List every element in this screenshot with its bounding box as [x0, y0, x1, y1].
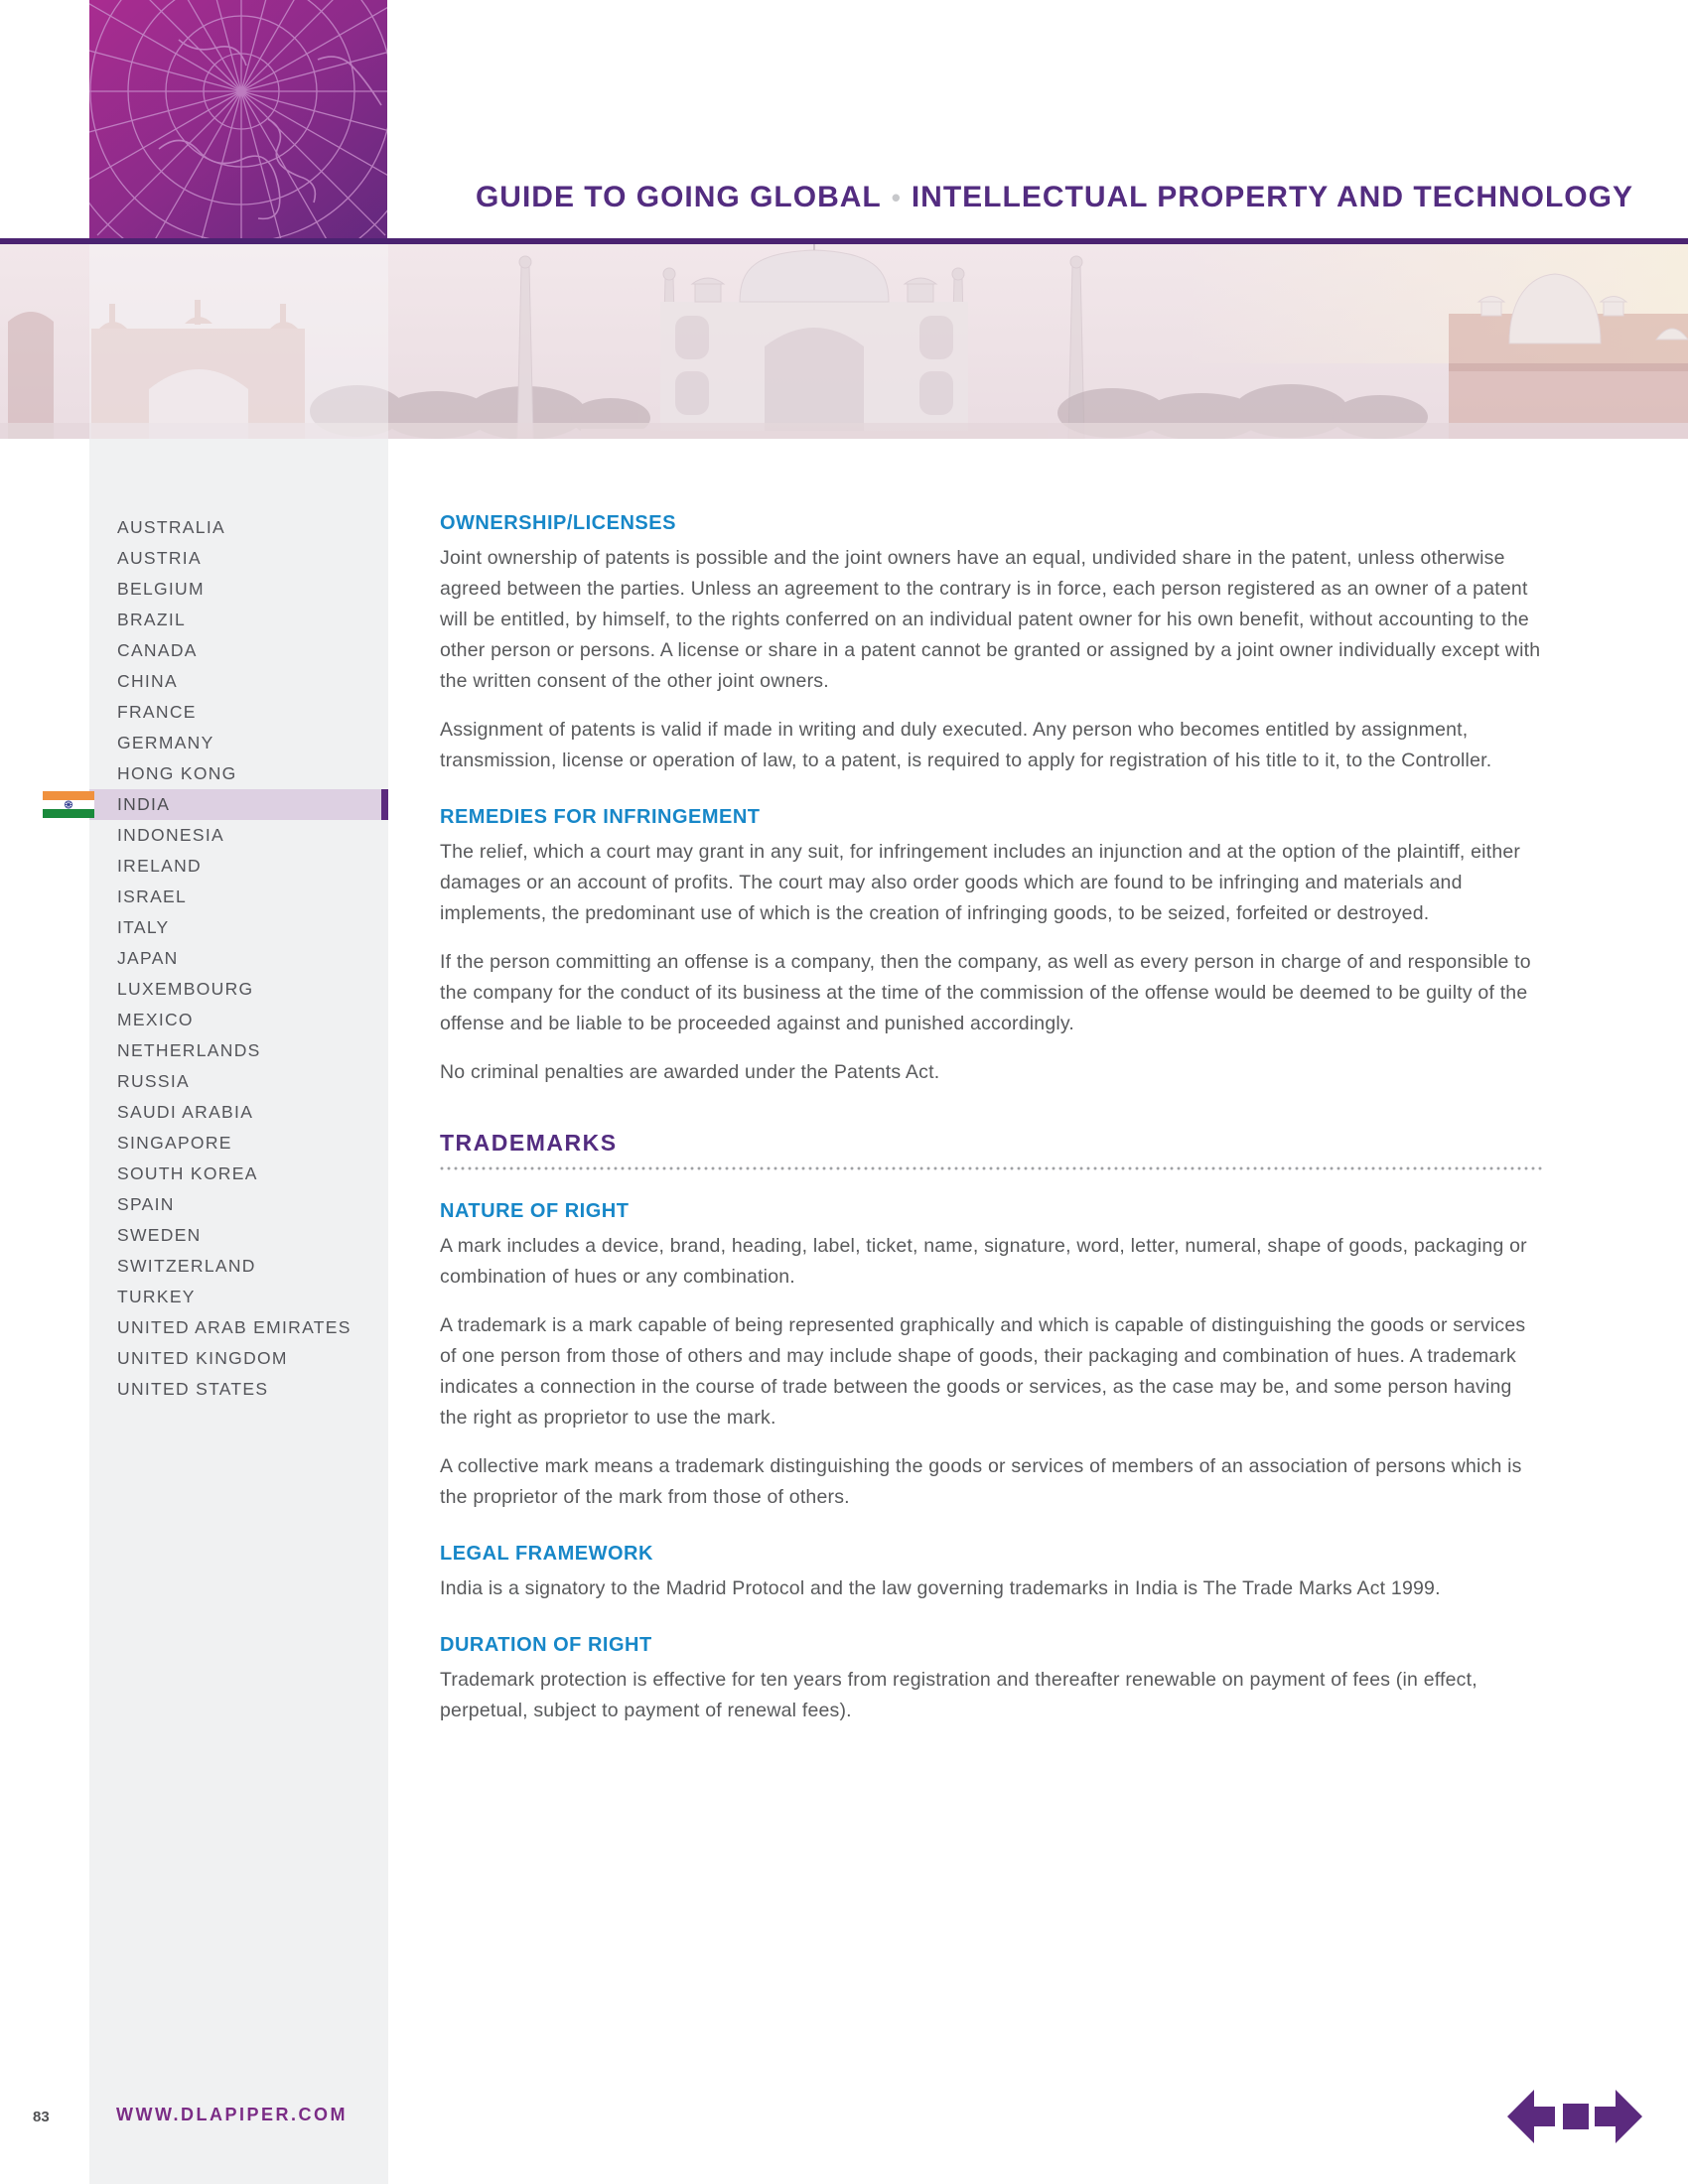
sidebar-item-russia[interactable]: RUSSIA	[117, 1071, 190, 1091]
sidebar-item-italy[interactable]: ITALY	[117, 917, 170, 937]
sidebar-item-switzerland[interactable]: SWITZERLAND	[117, 1256, 256, 1276]
sidebar-item-united-kingdom[interactable]: UNITED KINGDOM	[117, 1348, 288, 1368]
sidebar-item-saudi-arabia[interactable]: SAUDI ARABIA	[117, 1102, 254, 1122]
sidebar-item-label: INDIA	[117, 794, 171, 814]
sidebar-item-brazil[interactable]: BRAZIL	[117, 610, 187, 629]
website-link[interactable]: WWW.DLAPIPER.COM	[116, 2105, 348, 2124]
paragraph: A collective mark means a trademark distinguishing the goods or services of members of an association of persons which is the proprietor of the mark from those of others.	[440, 1455, 1522, 1508]
sidebar-item-mexico[interactable]: MEXICO	[117, 1010, 194, 1029]
section-legal-framework	[440, 1543, 1544, 1604]
sidebar-item-austria[interactable]: AUSTRIA	[117, 548, 202, 568]
sidebar-item-india[interactable]	[89, 789, 388, 820]
section-duration-of-right	[440, 1634, 1544, 1726]
sidebar-item-luxembourg[interactable]: LUXEMBOURG	[117, 979, 254, 999]
sidebar-item-spain[interactable]: SPAIN	[117, 1194, 175, 1214]
section-nature-of-right	[440, 1200, 1544, 1513]
paragraph: Joint ownership of patents is possible and the joint owners have an equal, undivided share in the patent, unless otherwise agreed between the parties. Unless an agreement to the contrary is in force, each person registered as an owner of a patent will be entitled, by himself, to the rights conferred on an individual patent owner for his own benefit, without accounting to the other person or persons. A license or share in a patent cannot be granted or assigned by a joint owner individually except with the written consent of the other joint owners.	[440, 547, 1541, 692]
page-square-icon	[1563, 2104, 1589, 2129]
paragraph: Assignment of patents is valid if made in writing and duly executed. Any person who becomes entitled by assignment, transmission, license or operation of law, to a patent, is required to apply for registration of his title to it, to the Controller.	[440, 719, 1492, 771]
globe-brand-block	[89, 0, 387, 238]
globe-wireframe-icon	[89, 0, 387, 238]
sidebar-item-sweden[interactable]: SWEDEN	[117, 1225, 202, 1245]
sidebar-item-united-arab-emirates[interactable]: UNITED ARAB EMIRATES	[117, 1317, 352, 1337]
page-number: 83	[33, 2109, 50, 2125]
active-indicator	[381, 789, 388, 820]
photo-sidebar-tint	[89, 244, 388, 439]
dotted-divider	[440, 1166, 1544, 1170]
previous-arrow-icon	[1507, 2090, 1555, 2143]
title-separator-dot: •	[891, 183, 902, 212]
paragraph: Trademark protection is effective for ten years from registration and thereafter renewable on payment of fees (in effect, perpetual, subject to payment of renewal fees).	[440, 1669, 1477, 1721]
paragraph: If the person committing an offense is a company, then the company, as well as every person in charge of and responsible to the company for the conduct of its business at the time of the commission of the offense would be deemed to be guilty of the offense and be liable to be proceeded against and punished accordingly.	[440, 951, 1531, 1034]
sidebar-item-australia[interactable]: AUSTRALIA	[117, 517, 225, 537]
sidebar-item-canada[interactable]: CANADA	[117, 640, 198, 660]
page-navigation[interactable]	[1505, 2089, 1644, 2145]
sidebar-item-turkey[interactable]: TURKEY	[117, 1287, 196, 1306]
section-heading: NATURE OF RIGHT	[440, 1200, 630, 1222]
country-list	[89, 439, 388, 1405]
paragraph: The relief, which a court may grant in any suit, for infringement includes an injunction and at the option of the plaintiff, either damages or an account of profits. The court may also order goods which are found to be infringing and materials and implements, the predominant use of which is the creation of infringing goods, to be seized, forfeited or destroyed.	[440, 841, 1521, 924]
next-arrow-icon	[1595, 2090, 1642, 2143]
sidebar-item-netherlands[interactable]: NETHERLANDS	[117, 1040, 261, 1060]
section-heading: OWNERSHIP/LICENSES	[440, 512, 676, 534]
paragraph: No criminal penalties are awarded under the Patents Act.	[440, 1061, 940, 1083]
sidebar-item-united-states[interactable]: UNITED STATES	[117, 1379, 269, 1399]
india-flag-icon	[43, 791, 94, 818]
sidebar-item-france[interactable]: FRANCE	[117, 702, 197, 722]
section-heading: REMEDIES FOR INFRINGEMENT	[440, 806, 761, 828]
paragraph: India is a signatory to the Madrid Protocol and the law governing trademarks in India is The Trade Marks Act 1999.	[440, 1577, 1441, 1599]
section-heading: LEGAL FRAMEWORK	[440, 1543, 653, 1565]
sidebar-item-israel[interactable]: ISRAEL	[117, 887, 188, 906]
section-ownership-licenses	[440, 512, 1544, 776]
sidebar-item-south-korea[interactable]: SOUTH KOREA	[117, 1163, 258, 1183]
country-sidebar	[89, 439, 388, 2184]
sidebar-item-belgium[interactable]: BELGIUM	[117, 579, 205, 599]
section-heading: DURATION OF RIGHT	[440, 1634, 652, 1656]
sidebar-item-ireland[interactable]: IRELAND	[117, 856, 202, 876]
sidebar-item-indonesia[interactable]: INDONESIA	[117, 825, 224, 845]
sidebar-item-japan[interactable]: JAPAN	[117, 948, 179, 968]
trademarks-heading: TRADEMARKS	[440, 1130, 618, 1156]
guide-title: GUIDE TO GOING GLOBAL	[475, 181, 882, 213]
main-content	[440, 0, 1544, 1744]
sidebar-item-germany[interactable]: GERMANY	[117, 733, 214, 752]
paragraph: A trademark is a mark capable of being represented graphically and which is capable of distinguishing the goods or services of one person from those of others and may include shape of goods, their packaging and combination of hues. A trademark indicates a connection in the course of trade between the goods or services, as the case may be, and some person having the right as proprietor to use the mark.	[440, 1314, 1526, 1429]
sidebar-item-hong-kong[interactable]: HONG KONG	[117, 763, 237, 783]
guide-subtitle: INTELLECTUAL PROPERTY AND TECHNOLOGY	[911, 181, 1633, 213]
paragraph: A mark includes a device, brand, heading, label, ticket, name, signature, word, letter, numeral, shape of goods, packaging or combination of hues or any combination.	[440, 1235, 1527, 1288]
sidebar-item-china[interactable]: CHINA	[117, 671, 178, 691]
section-remedies-for-infringement	[440, 806, 1544, 1088]
sidebar-item-singapore[interactable]: SINGAPORE	[117, 1133, 232, 1153]
